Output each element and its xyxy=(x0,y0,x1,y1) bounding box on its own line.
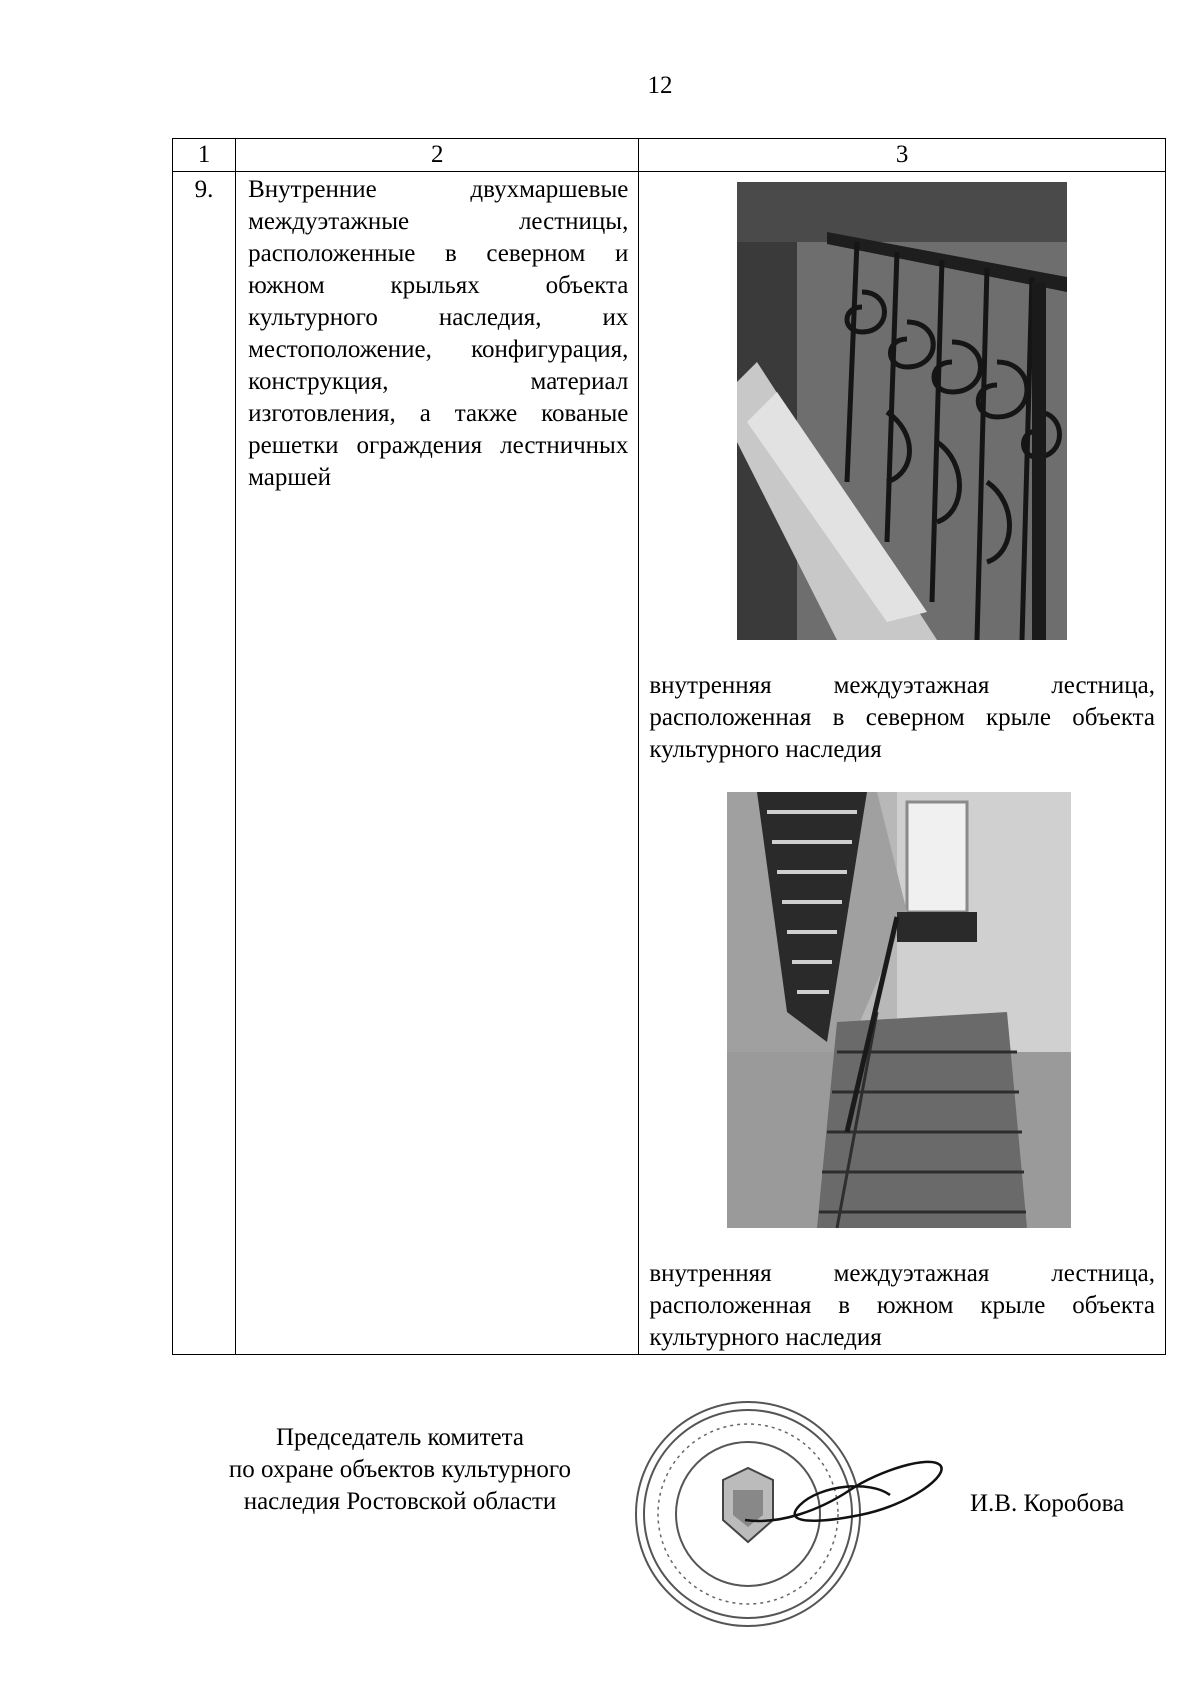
column-header-2: 2 xyxy=(236,139,639,172)
column-header-3: 3 xyxy=(639,139,1166,172)
north-wing-photo-caption: внутренняя междуэтажная лестница, расположенная в северном крыле объекта культурного наследия xyxy=(649,672,1155,763)
handwritten-signature xyxy=(740,1450,950,1540)
north-wing-staircase-photo xyxy=(737,182,1067,640)
column-header-1: 1 xyxy=(173,139,236,172)
row-description: Внутренние двухмаршевые междуэтажные лестницы, расположенные в северном и южном крыльях объекта культурного наследия, их местоположение, конфигурация, конструкция, материал изготовления, а также кованые решетки ограждения лестничных маршей xyxy=(236,172,639,1355)
south-wing-staircase-photo xyxy=(727,792,1071,1228)
signatory-title-line-2: по охране объектов культурного xyxy=(228,1456,572,1483)
signatory-name: И.В. Коробова xyxy=(970,1490,1125,1517)
signatory-title xyxy=(180,1422,620,1518)
row-number: 9. xyxy=(173,172,236,1355)
signatory-title-line-3: наследия Ростовской области xyxy=(243,1488,557,1515)
signatory-title-line-1: Председатель комитета xyxy=(276,1424,524,1451)
row-photos xyxy=(639,172,1166,1355)
table-header-row xyxy=(173,139,1166,172)
page-number: 12 xyxy=(647,72,673,99)
heritage-elements-table xyxy=(172,138,1166,1355)
south-wing-photo-caption: внутренняя междуэтажная лестница, расположенная в южном крыле объекта культурного наследия xyxy=(649,1260,1155,1351)
table-row xyxy=(173,172,1166,1355)
